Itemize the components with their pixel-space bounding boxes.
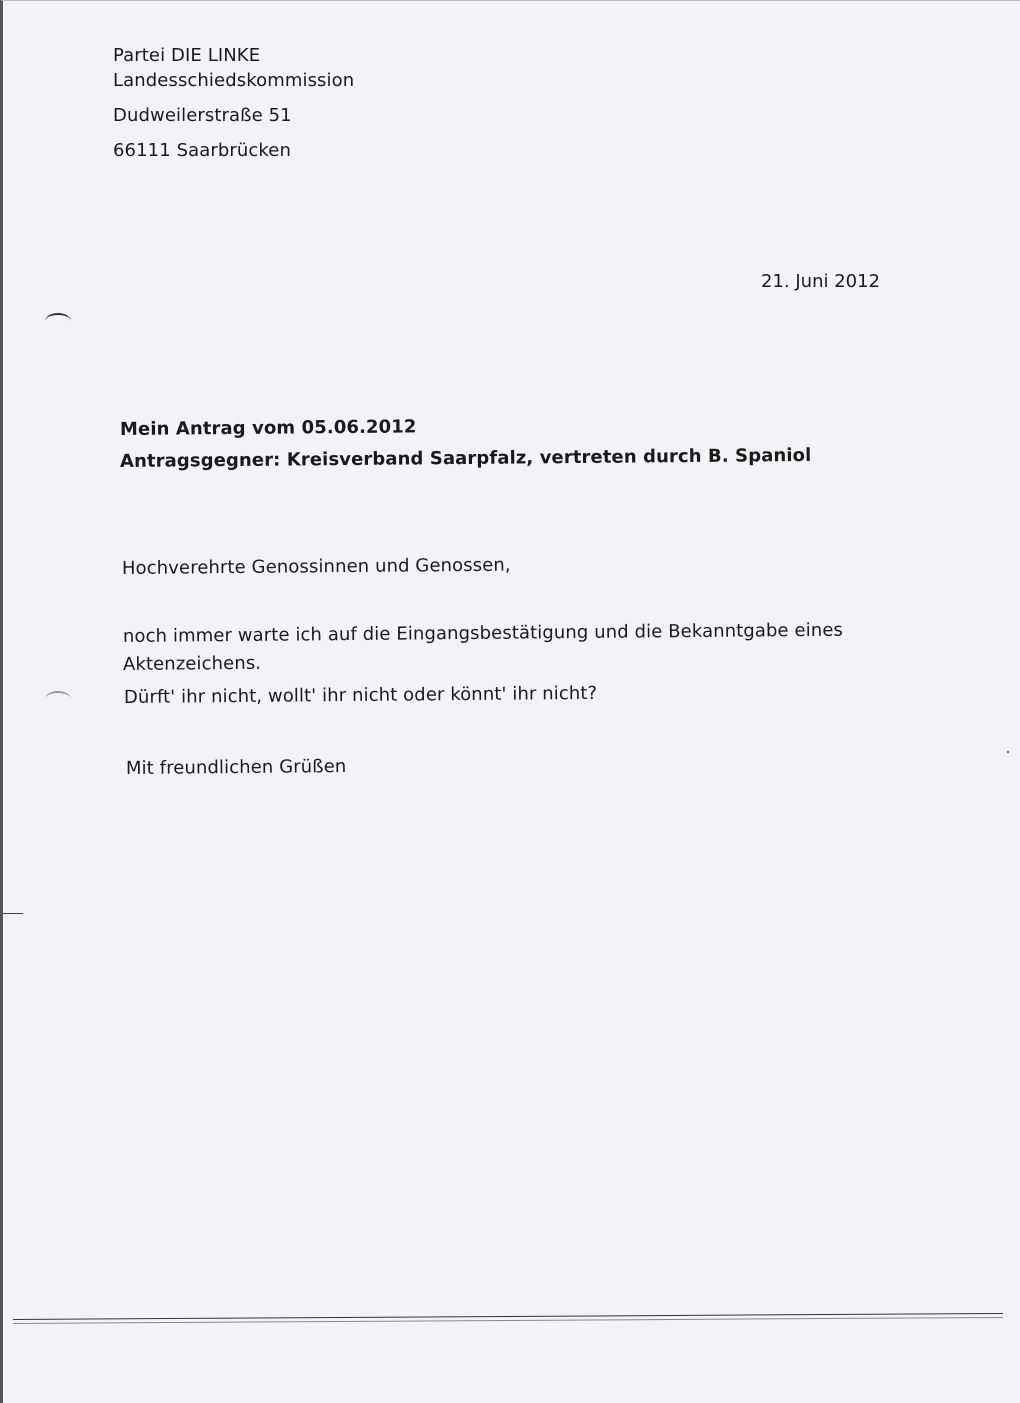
letter-date: 21. Juni 2012 xyxy=(761,271,881,292)
body-line-3: Dürft' ihr nicht, wollt' ihr nicht oder könnt' ihr nicht? xyxy=(123,682,598,708)
recipient-line-commission: Landesschiedskommission xyxy=(113,70,355,91)
salutation: Hochverehrte Genossinnen und Genossen, xyxy=(121,554,511,579)
recipient-line-party: Partei DIE LINKE xyxy=(113,45,261,66)
scan-speck xyxy=(1007,751,1009,753)
scan-edge-left xyxy=(0,1,3,871)
scan-edge-mark xyxy=(3,913,23,914)
bottom-edge-line xyxy=(13,1313,1003,1320)
body-line-2: Aktenzeichens. xyxy=(122,652,262,675)
punch-hole-mark-top xyxy=(45,313,71,329)
subject-line-opponent: Antragsgegner: Kreisverband Saarpfalz, vertreten durch B. Spaniol xyxy=(119,444,812,472)
recipient-line-street: Dudweilerstraße 51 xyxy=(113,105,292,126)
subject-line-request: Mein Antrag vom 05.06.2012 xyxy=(119,416,417,440)
closing: Mit freundlichen Grüßen xyxy=(125,756,347,779)
body-line-1: noch immer warte ich auf die Eingangsbestätigung und die Bekanntgabe eines xyxy=(122,619,844,647)
cut-off-signature xyxy=(127,863,227,871)
recipient-line-city: 66111 Saarbrücken xyxy=(113,140,291,161)
punch-hole-mark-bottom xyxy=(45,691,71,707)
